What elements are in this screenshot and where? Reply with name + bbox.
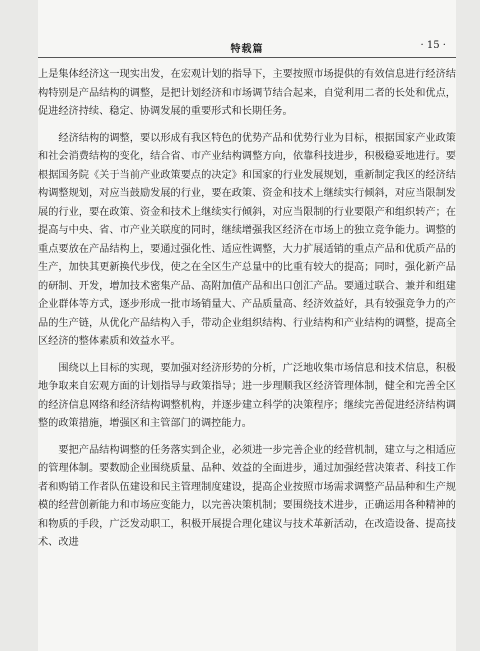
paragraph: 围绕以上目标的实现，要加强对经济形势的分析，广泛地收集市场信息和技术信息，积极地争取来自宏观方面的计划指导与政策指导；进一步理顺我区经济管理体制，健全和完善全区的经济信息网络和经济结构调整机构，并逐步建立科学的决策程序；继续完善促进经济结构调整的政策措施，增强区和主管部门的调控能力。 (38, 362, 456, 429)
header-rule (38, 57, 456, 58)
running-title: 特载篇 (230, 44, 264, 55)
body-text (38, 66, 456, 561)
paragraph-continued: 上是集体经济这一现实出发，在宏观计划的指导下，主要按照市场提供的有效信息进行经济结构特别是产品结构的调整，是把计划经济和市场调节结合起来，自觉利用二者的长处和优点，促进经济持续、稳定、协调发展的重要形式和长期任务。 (38, 69, 456, 117)
document-page (38, 0, 456, 651)
page-number: · 15 · (420, 40, 446, 51)
paragraph: 经济结构的调整，要以形成有我区特色的优势产品和优势行业为目标，根据国家产业政策和社会消费结构的变化，结合省、市产业结构调整方向，依靠科技进步，积极稳妥地进行。要根据国务院《关于当前产业政策要点的决定》和国家的行业发展规划，重新制定我区的经济结构调整规划，对应当鼓励发展的行业，要在政策、资金和技术上继续实行倾斜，对应当限制发展的行业，要在政策、资金和技术上继续实行倾斜，对应当限制的行业要限产和组织转产；在提高与中央、省、市产业关联度的同时，继续增强我区经济在市场上的独立竞争能力。调整的重点要放在产品结构上，要通过强化性、适应性调整，大力扩展适销的重点产品和优质产品的生产，加快其更新换代步伐，使之在全区生产总量中的比重有较大的提高；同时，强化新产品的研制、开发，增加技术密集产品、高附加值产品和出口创汇产品。要通过联合、兼并和组建企业群体等方式，逐步形成一批市场销量大、产品质量高、经济效益好，具有较强竞争力的产品的生产链，从优化产品结构入手，带动企业组织结构、行业结构和产业结构的调整，提高全区经济的整体素质和效益水平。 (38, 132, 456, 347)
paragraph: 要把产品结构调整的任务落实到企业，必须进一步完善企业的经营机制，建立与之相适应的管理体制。要数励企业围绕质量、品种、效益的全面进步，通过加强经营决策者、科技工作者和购销工作者队伍建设和民主管理制度建设，提高企业按照市场需求调整产品品种和生产规模的经营创新能力和市场应变能力，以完善决策机制；要围绕技术进步，正确运用各种精神的和物质的手段，广泛发动职工，积极开展提合理化建议与技术革新活动，在改造设备、提高技术、改进 (38, 444, 456, 548)
page-header (38, 40, 456, 54)
